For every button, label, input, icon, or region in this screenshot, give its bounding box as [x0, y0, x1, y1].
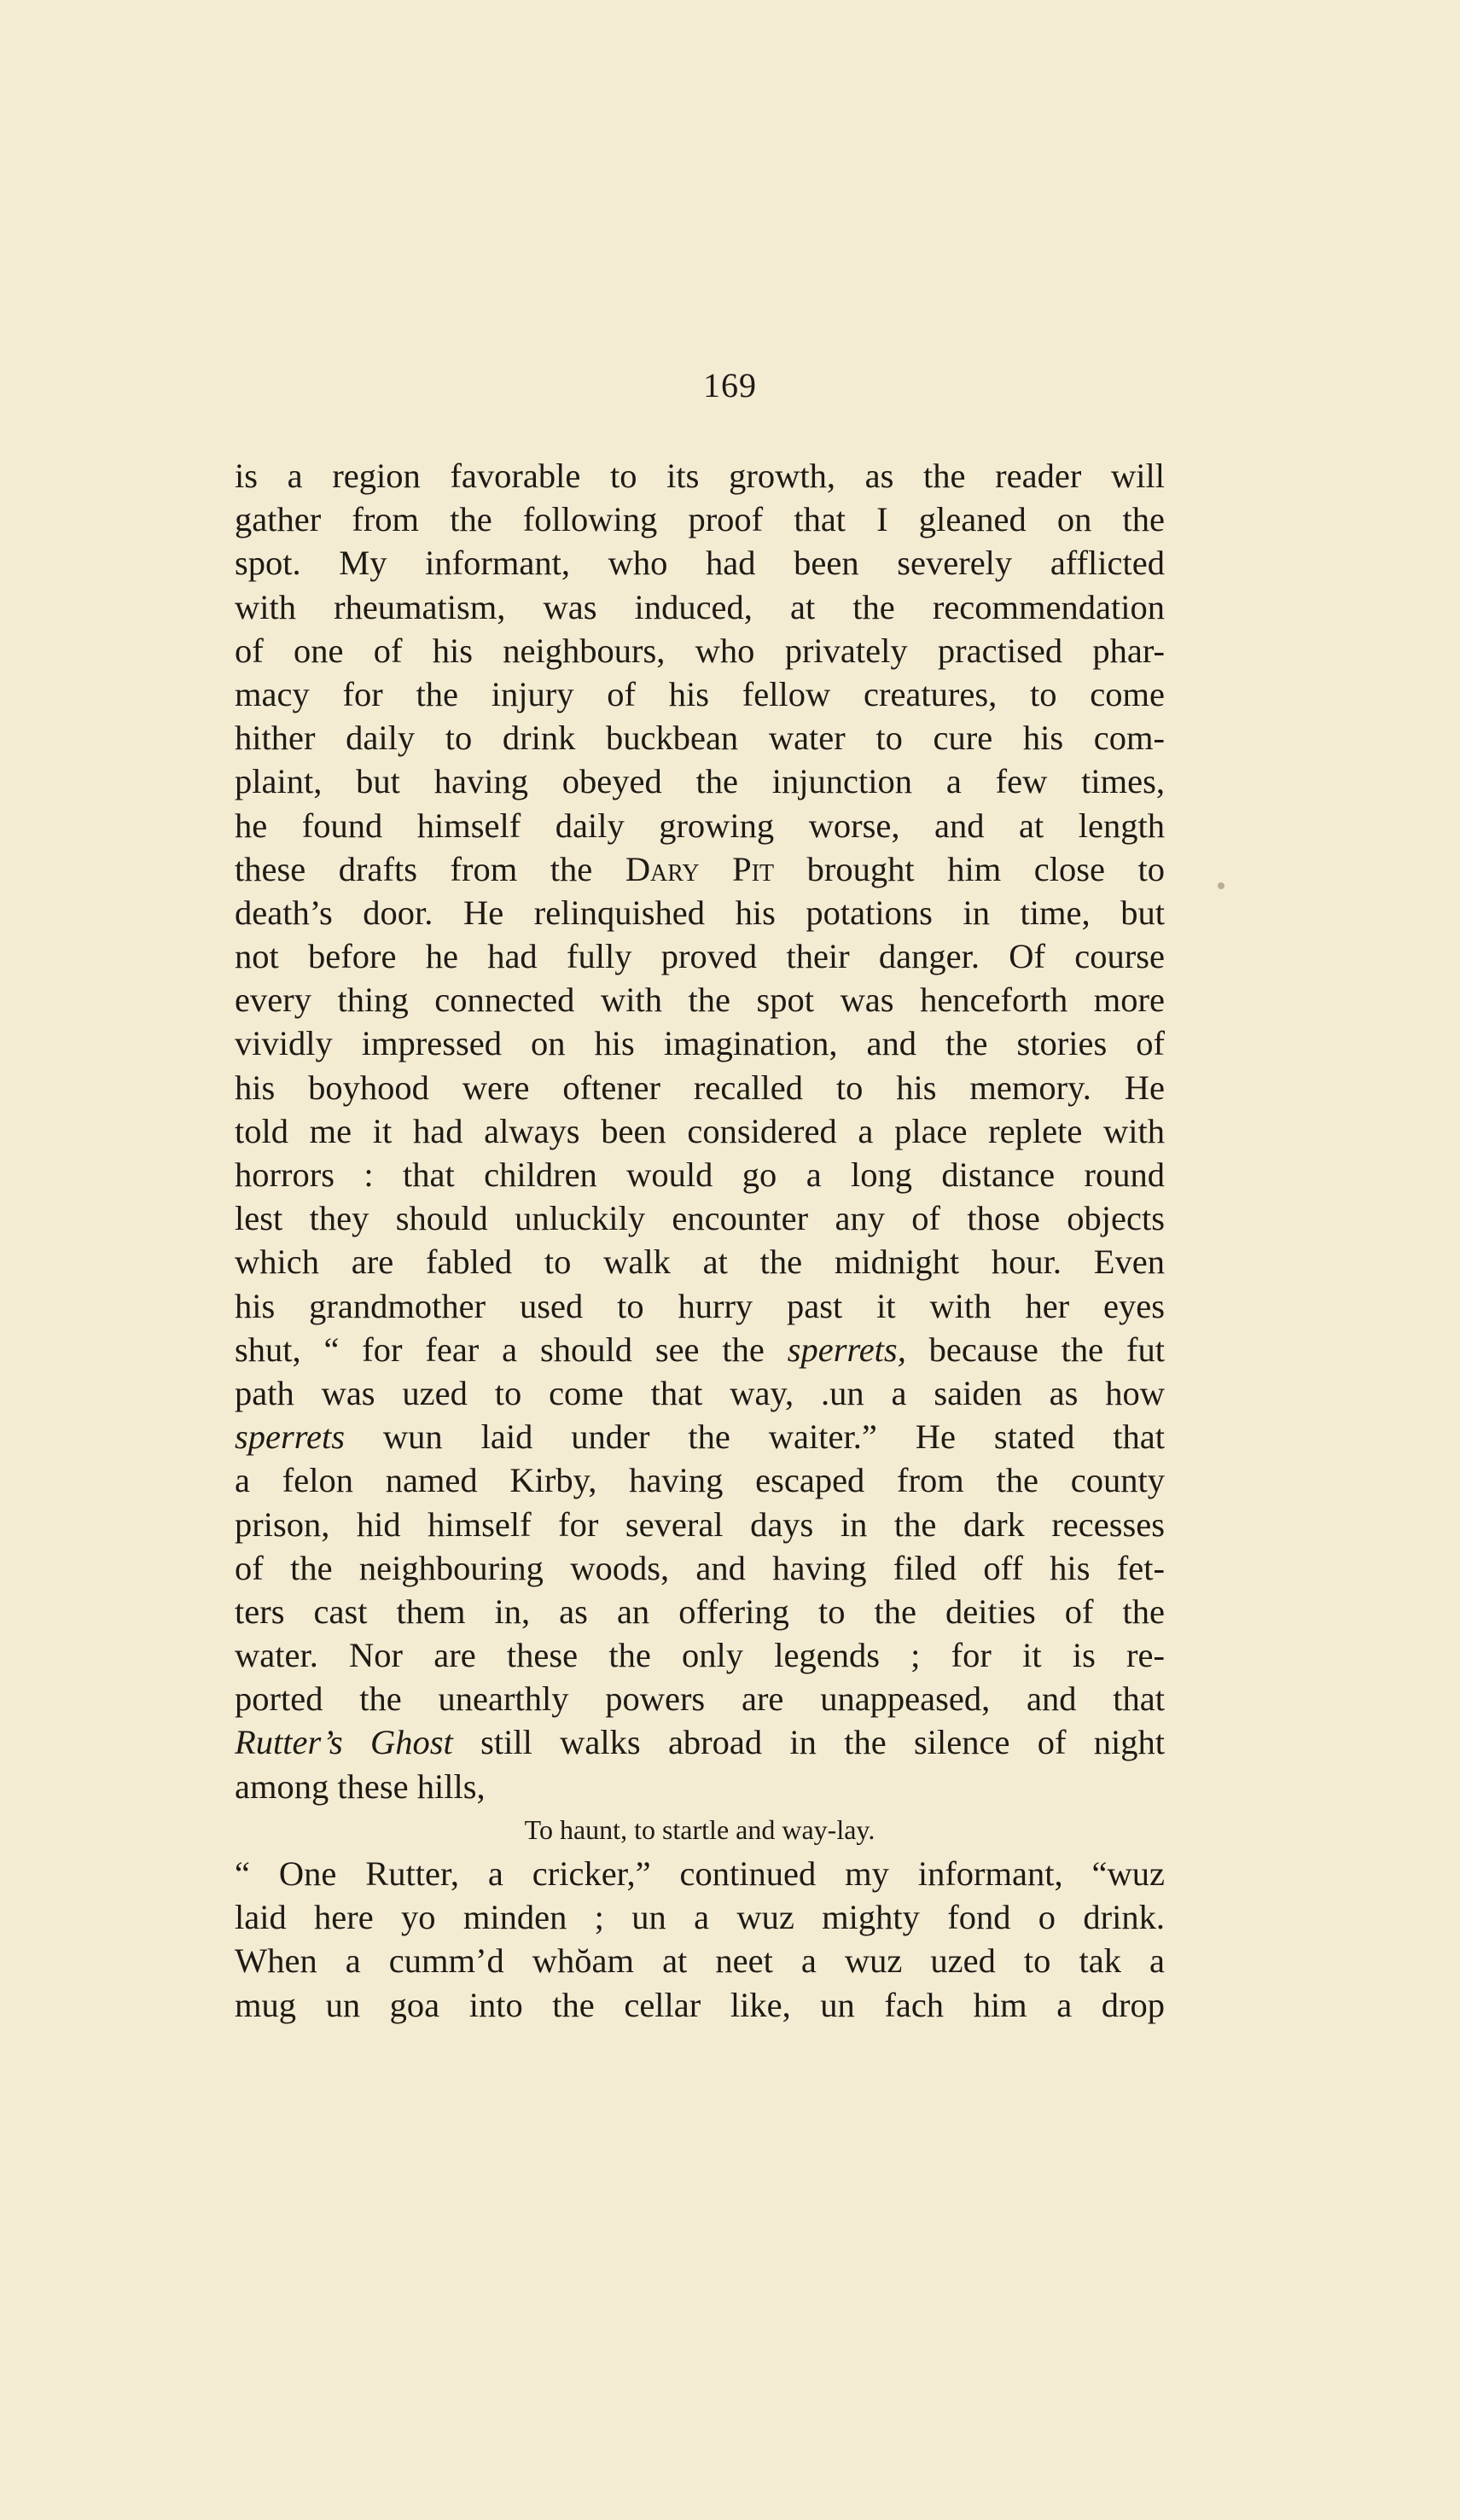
text-line: is a region favorable to its growth, as the reader will — [235, 457, 1165, 495]
paper-speck — [1218, 882, 1224, 889]
text-line: of the neighbouring woods, and having filed off his fet- — [235, 1548, 1165, 1587]
text-line: vividly impressed on his imagination, and the stories of — [235, 1024, 1165, 1063]
text-line: plaint, but having obeyed the injunction a few times, — [235, 762, 1165, 801]
text-line: When a cumm’d whŏam at neet a wuz uzed to tak a — [235, 1941, 1165, 1981]
text-line: among these hills, — [235, 1766, 486, 1806]
text-line: water. Nor are these the only legends ; for it is re- — [235, 1636, 1165, 1675]
text-line: a felon named Kirby, having escaped from the county — [235, 1461, 1165, 1500]
text-line: prison, hid himself for several days in the dark recesses — [235, 1504, 1165, 1544]
text-line: told me it had always been considered a place replete with — [235, 1111, 1165, 1150]
text-line: path was uzed to come that way, .un a saiden as how — [235, 1373, 1165, 1412]
text-line: hither daily to drink buckbean water to cure his com- — [235, 719, 1165, 758]
text-line: spot. My informant, who had been severely afflicted — [235, 544, 1165, 583]
text-line: his boyhood were oftener recalled to his memory. He — [235, 1068, 1165, 1107]
italic-phrase-rutters-ghost: Rutter’s Ghost — [235, 1723, 453, 1762]
text-line: mug un goa into the cellar like, un fach him a drop — [235, 1985, 1165, 2024]
text-line: his grandmother used to hurry past it with her eyes — [235, 1286, 1165, 1325]
text-line: gather from the following proof that I gleaned on the — [235, 500, 1165, 539]
text-line: “ One Rutter, a cricker,” continued my informant, “wuz — [235, 1854, 1165, 1893]
text-line: Rutter’s Ghost still walks abroad in the silence of night — [235, 1723, 1165, 1762]
page-number: 169 — [703, 366, 757, 404]
text-line: ters cast them in, as an offering to the deities of the — [235, 1592, 1165, 1631]
text-line: not before he had fully proved their danger. Of course — [235, 937, 1165, 976]
body-text — [235, 454, 1165, 2027]
text-line: which are fabled to walk at the midnight hour. Even — [235, 1243, 1165, 1282]
verse-quotation: To haunt, to startle and way-lay. — [524, 1813, 875, 1845]
text-line: lest they should unluckily encounter any of those objects — [235, 1199, 1165, 1238]
text-line: horrors : that children would go a long distance round — [235, 1155, 1165, 1194]
italic-word-sperrets: sperrets — [235, 1417, 345, 1457]
text-line: with rheumatism, was induced, at the recommendation — [235, 587, 1165, 626]
text-line: death’s door. He relinquished his potations in time, but — [235, 893, 1165, 932]
italic-word-sperrets: sperrets, — [787, 1330, 906, 1369]
place-name-dary-pit: Dary Pit — [625, 849, 775, 888]
text-line: of one of his neighbours, who privately practised phar- — [235, 631, 1165, 670]
text-line: sperrets wun laid under the waiter.” He stated that — [235, 1417, 1165, 1457]
text-line: macy for the injury of his fellow creatures, to come — [235, 674, 1165, 713]
text-line: every thing connected with the spot was henceforth more — [235, 981, 1165, 1020]
text-line: ported the unearthly powers are unappeased, and that — [235, 1679, 1165, 1719]
text-line: these drafts from the Dary Pit brought him close to — [235, 849, 1165, 888]
text-line: laid here yo minden ; un a wuz mighty fond o drink. — [235, 1898, 1165, 1937]
text-line: he found himself daily growing worse, and at length — [235, 806, 1165, 845]
text-line: shut, “ for fear a should see the sperrets, because the fut — [235, 1330, 1165, 1369]
